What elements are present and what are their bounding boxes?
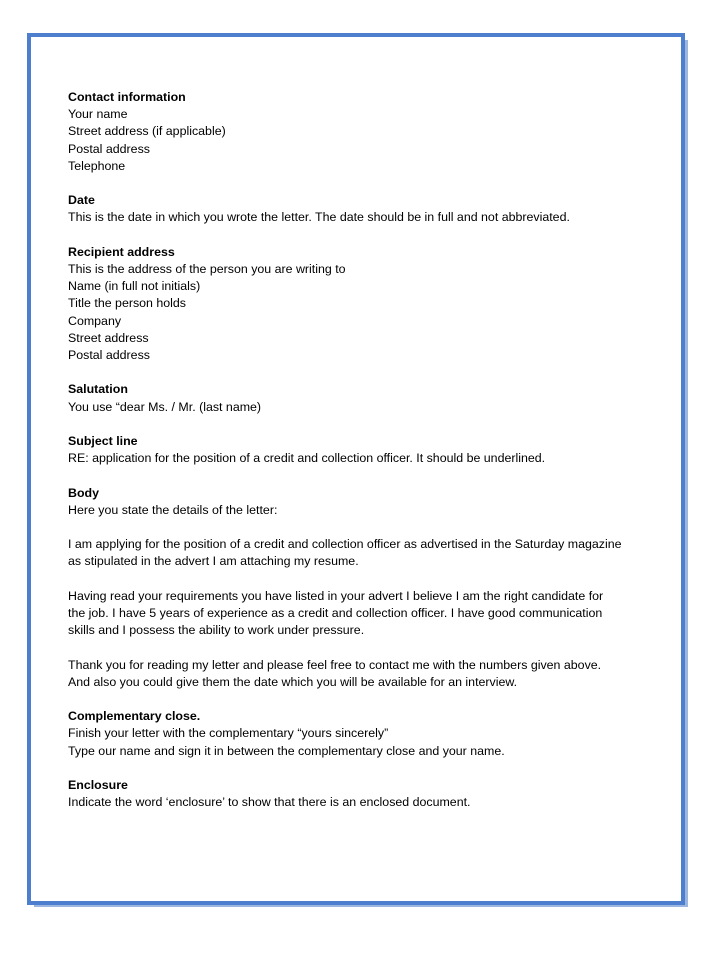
text-line: the job. I have 5 years of experience as a credit and collection officer. I have good communication: [68, 605, 603, 620]
section-body: [68, 485, 668, 691]
text-line: Postal address: [68, 348, 150, 363]
text-line: This is the date in which you wrote the letter. The date should be in full and not abbreviated.: [68, 210, 570, 225]
section-salutation: [68, 381, 668, 415]
text-line: Your name: [68, 107, 128, 122]
text-line: Street address: [68, 330, 149, 345]
text-line: Indicate the word ‘enclosure’ to show that there is an enclosed document.: [68, 795, 471, 810]
text-line: as stipulated in the advert I am attaching my resume.: [68, 554, 359, 569]
section-subject-line: [68, 433, 668, 467]
section-heading: Salutation: [68, 382, 128, 397]
text-line: Telephone: [68, 158, 126, 173]
text-line: Having read your requirements you have listed in your advert I believe I am the right candidate for: [68, 588, 604, 603]
text-line: This is the address of the person you are writing to: [68, 262, 346, 276]
section-contact-information: [68, 89, 668, 175]
text-line: Postal address: [68, 141, 150, 156]
text-line: Name (in full not initials): [68, 279, 201, 294]
body-paragraph: [68, 536, 653, 570]
letter-guide: [68, 89, 668, 829]
section-heading: Complementary close.: [68, 709, 201, 724]
section-heading: Body: [68, 485, 99, 500]
section-complementary-close: [68, 708, 668, 760]
body-paragraph: [68, 657, 653, 691]
text-line: Company: [68, 313, 122, 328]
text-line: You use “dear Ms. / Mr. (last name): [68, 399, 262, 414]
text-line: Type our name and sign it in between the complementary close and your name.: [68, 743, 505, 758]
text-line: RE: application for the position of a credit and collection officer. It should be underlined.: [68, 451, 546, 466]
text-line: And also you could give them the date which you will be available for an interview.: [68, 674, 518, 689]
text-line: Street address (if applicable): [68, 124, 226, 139]
section-heading: Recipient address: [68, 244, 175, 259]
text-line: Title the person holds: [68, 296, 187, 311]
body-paragraph: [68, 588, 653, 640]
text-line: Finish your letter with the complementary “yours sincerely”: [68, 726, 389, 741]
section-heading: Contact information: [68, 90, 186, 104]
section-date: [68, 192, 668, 226]
section-heading: Subject line: [68, 434, 138, 448]
text-line: Thank you for reading my letter and please feel free to contact me with the numbers given above.: [68, 657, 602, 672]
section-heading: Date: [68, 193, 95, 208]
section-enclosure: [68, 777, 668, 811]
text-line: Here you state the details of the letter:: [68, 502, 278, 517]
section-recipient-address: [68, 244, 668, 364]
text-line: I am applying for the position of a credit and collection officer as advertised in the Saturday magazine: [68, 537, 622, 552]
text-line: skills and I possess the ability to work under pressure.: [68, 623, 365, 638]
section-heading: Enclosure: [68, 777, 128, 792]
